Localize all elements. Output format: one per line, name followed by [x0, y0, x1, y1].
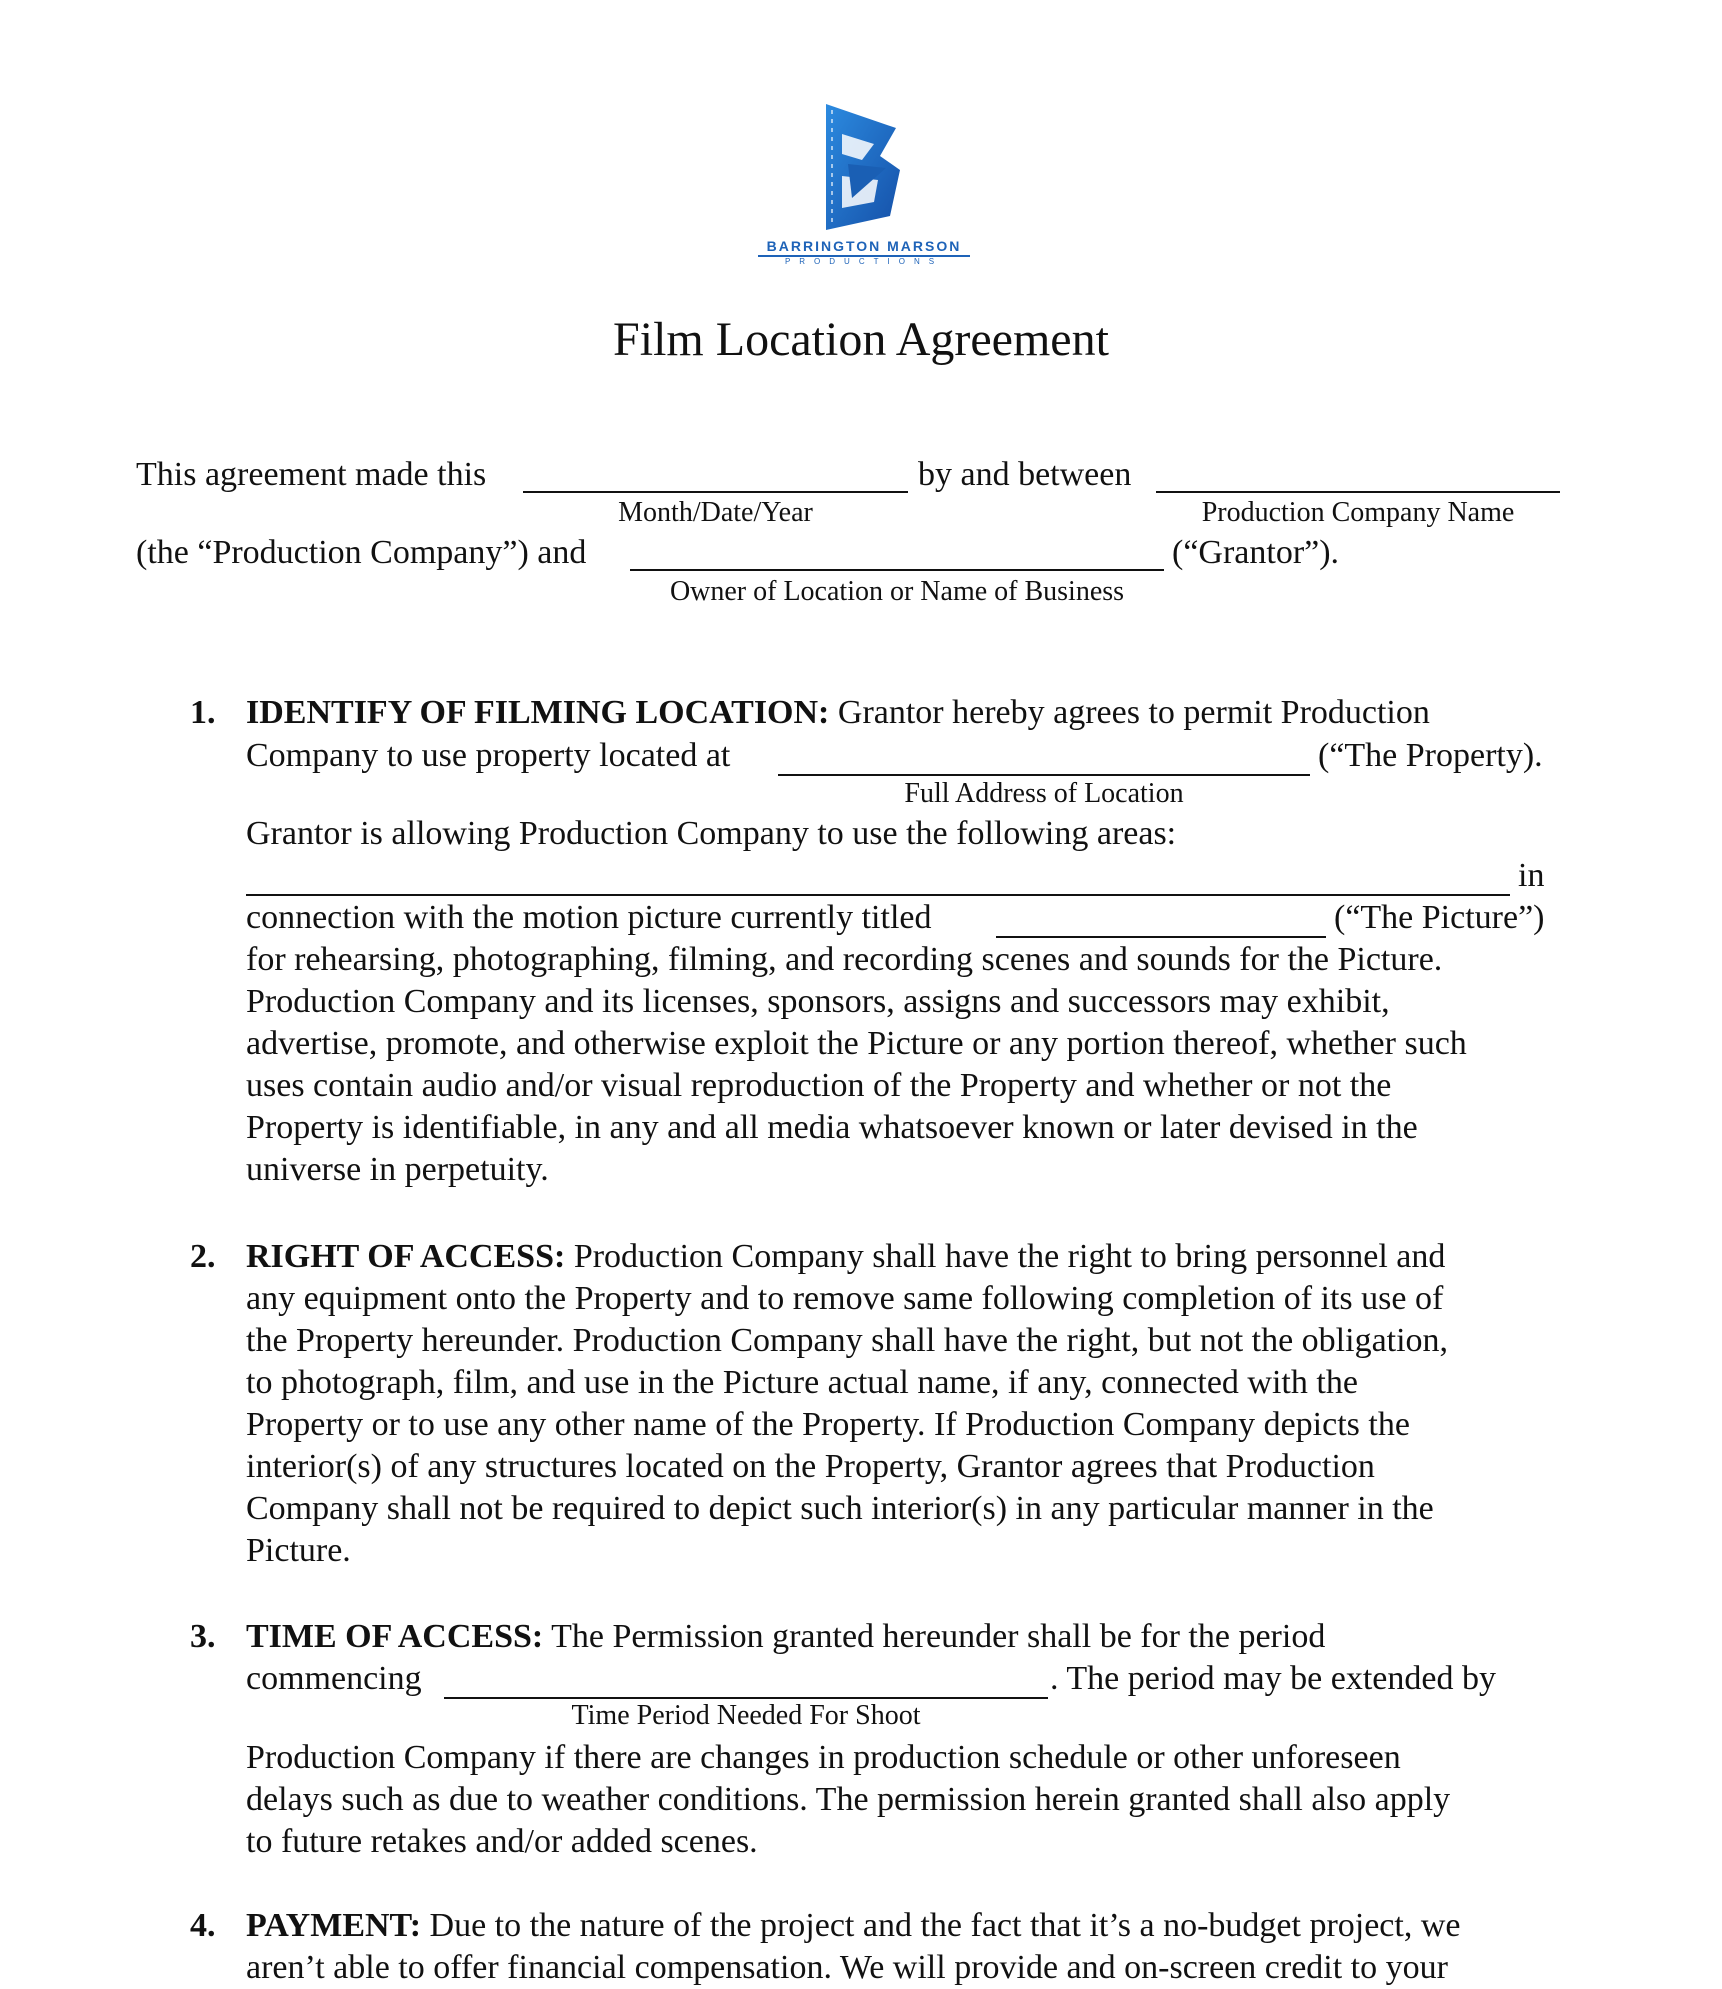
section-3-line3: Production Company if there are changes in production schedule or other unforeseen [246, 1739, 1401, 1776]
section-1-line5-pre: connection with the motion picture currently titled [246, 899, 932, 936]
time-period-caption: Time Period Needed For Shoot [571, 1700, 921, 1731]
logo-subtitle: PRODUCTIONS [784, 257, 944, 266]
intro-production-company: (the “Production Company”) and [136, 534, 587, 571]
section-3-line2-pre: commencing [246, 1660, 422, 1697]
section-2-line6: interior(s) of any structures located on the Property, Grantor agrees that Production [246, 1448, 1375, 1485]
company-name-blank[interactable] [1156, 491, 1560, 493]
section-2-line5: Property or to use any other name of the Property. If Production Company depicts the [246, 1406, 1410, 1443]
section-4-number: 4. [190, 1907, 216, 1944]
section-4-heading: PAYMENT: [246, 1907, 422, 1944]
section-2-number: 2. [190, 1238, 216, 1275]
section-3-heading: TIME OF ACCESS: [246, 1618, 544, 1655]
owner-blank[interactable] [630, 569, 1164, 571]
section-2-line8: Picture. [246, 1532, 351, 1569]
section-4-first-line [246, 1905, 1461, 1947]
section-1-line2-pre: Company to use property located at [246, 737, 731, 774]
section-2-lead: Production Company shall have the right to bring personnel and [573, 1238, 1446, 1275]
section-1-number: 1. [190, 694, 216, 731]
section-1-line9: uses contain audio and/or visual reproduction of the Property and whether or not the [246, 1067, 1392, 1104]
section-1-heading: IDENTIFY OF FILMING LOCATION: [246, 694, 830, 731]
section-3-line5: to future retakes and/or added scenes. [246, 1823, 758, 1860]
address-caption: Full Address of Location [904, 778, 1184, 809]
section-4-line2: aren’t able to offer financial compensation. We will provide and on-screen credit to your [246, 1949, 1448, 1986]
section-1-first-line [246, 692, 1430, 734]
date-blank[interactable] [523, 491, 908, 493]
section-1-lead: Grantor hereby agrees to permit Production [837, 694, 1430, 731]
section-3-line2-post: . The period may be extended by [1050, 1660, 1496, 1697]
section-2-line3: the Property hereunder. Production Company shall have the right, but not the obligation, [246, 1322, 1449, 1359]
picture-title-blank[interactable] [996, 936, 1326, 938]
intro-grantor: (“Grantor”). [1172, 534, 1340, 571]
section-2-line2: any equipment onto the Property and to remove same following completion of its use of [246, 1280, 1444, 1317]
section-1-line6: for rehearsing, photographing, filming, and recording scenes and sounds for the Picture. [246, 941, 1443, 978]
section-3-first-line [246, 1616, 1325, 1658]
owner-caption: Owner of Location or Name of Business [669, 576, 1125, 607]
section-2-first-line [246, 1236, 1445, 1278]
address-blank[interactable] [778, 774, 1310, 776]
section-1-line11: universe in perpetuity. [246, 1151, 549, 1188]
section-1-line8: advertise, promote, and otherwise exploit the Picture or any portion thereof, whether such [246, 1025, 1467, 1062]
date-caption: Month/Date/Year [618, 497, 813, 528]
section-2-heading: RIGHT OF ACCESS: [246, 1238, 566, 1275]
logo-mark-icon [818, 104, 908, 230]
intro-by-between: by and between [918, 456, 1132, 493]
logo-name: BARRINGTON MARSON [766, 238, 962, 254]
section-1-line7: Production Company and its licenses, sponsors, assigns and successors may exhibit, [246, 983, 1390, 1020]
section-1-in: in [1518, 857, 1545, 894]
section-3-lead: The Permission granted hereunder shall be for the period [551, 1618, 1326, 1655]
time-period-blank[interactable] [444, 1697, 1048, 1699]
section-2-line7: Company shall not be required to depict such interior(s) in any particular manner in the [246, 1490, 1434, 1527]
section-1-line5-post: (“The Picture”) [1334, 899, 1545, 936]
company-caption: Production Company Name [1201, 497, 1515, 528]
section-3-line4: delays such as due to weather conditions. The permission herein granted shall also apply [246, 1781, 1451, 1818]
section-1-line10: Property is identifiable, in any and all media whatsoever known or later devised in the [246, 1109, 1418, 1146]
document-title: Film Location Agreement [613, 313, 1109, 366]
areas-blank[interactable] [246, 894, 1510, 896]
section-1-line3: Grantor is allowing Production Company to use the following areas: [246, 815, 1177, 852]
section-1-line2-post: (“The Property). [1318, 737, 1543, 774]
section-2-line4: to photograph, film, and use in the Picture actual name, if any, connected with the [246, 1364, 1358, 1401]
intro-made-this: This agreement made this [136, 456, 487, 493]
section-4-lead: Due to the nature of the project and the fact that it’s a no-budget project, we [429, 1907, 1461, 1944]
section-3-number: 3. [190, 1618, 216, 1655]
company-logo [752, 104, 976, 264]
